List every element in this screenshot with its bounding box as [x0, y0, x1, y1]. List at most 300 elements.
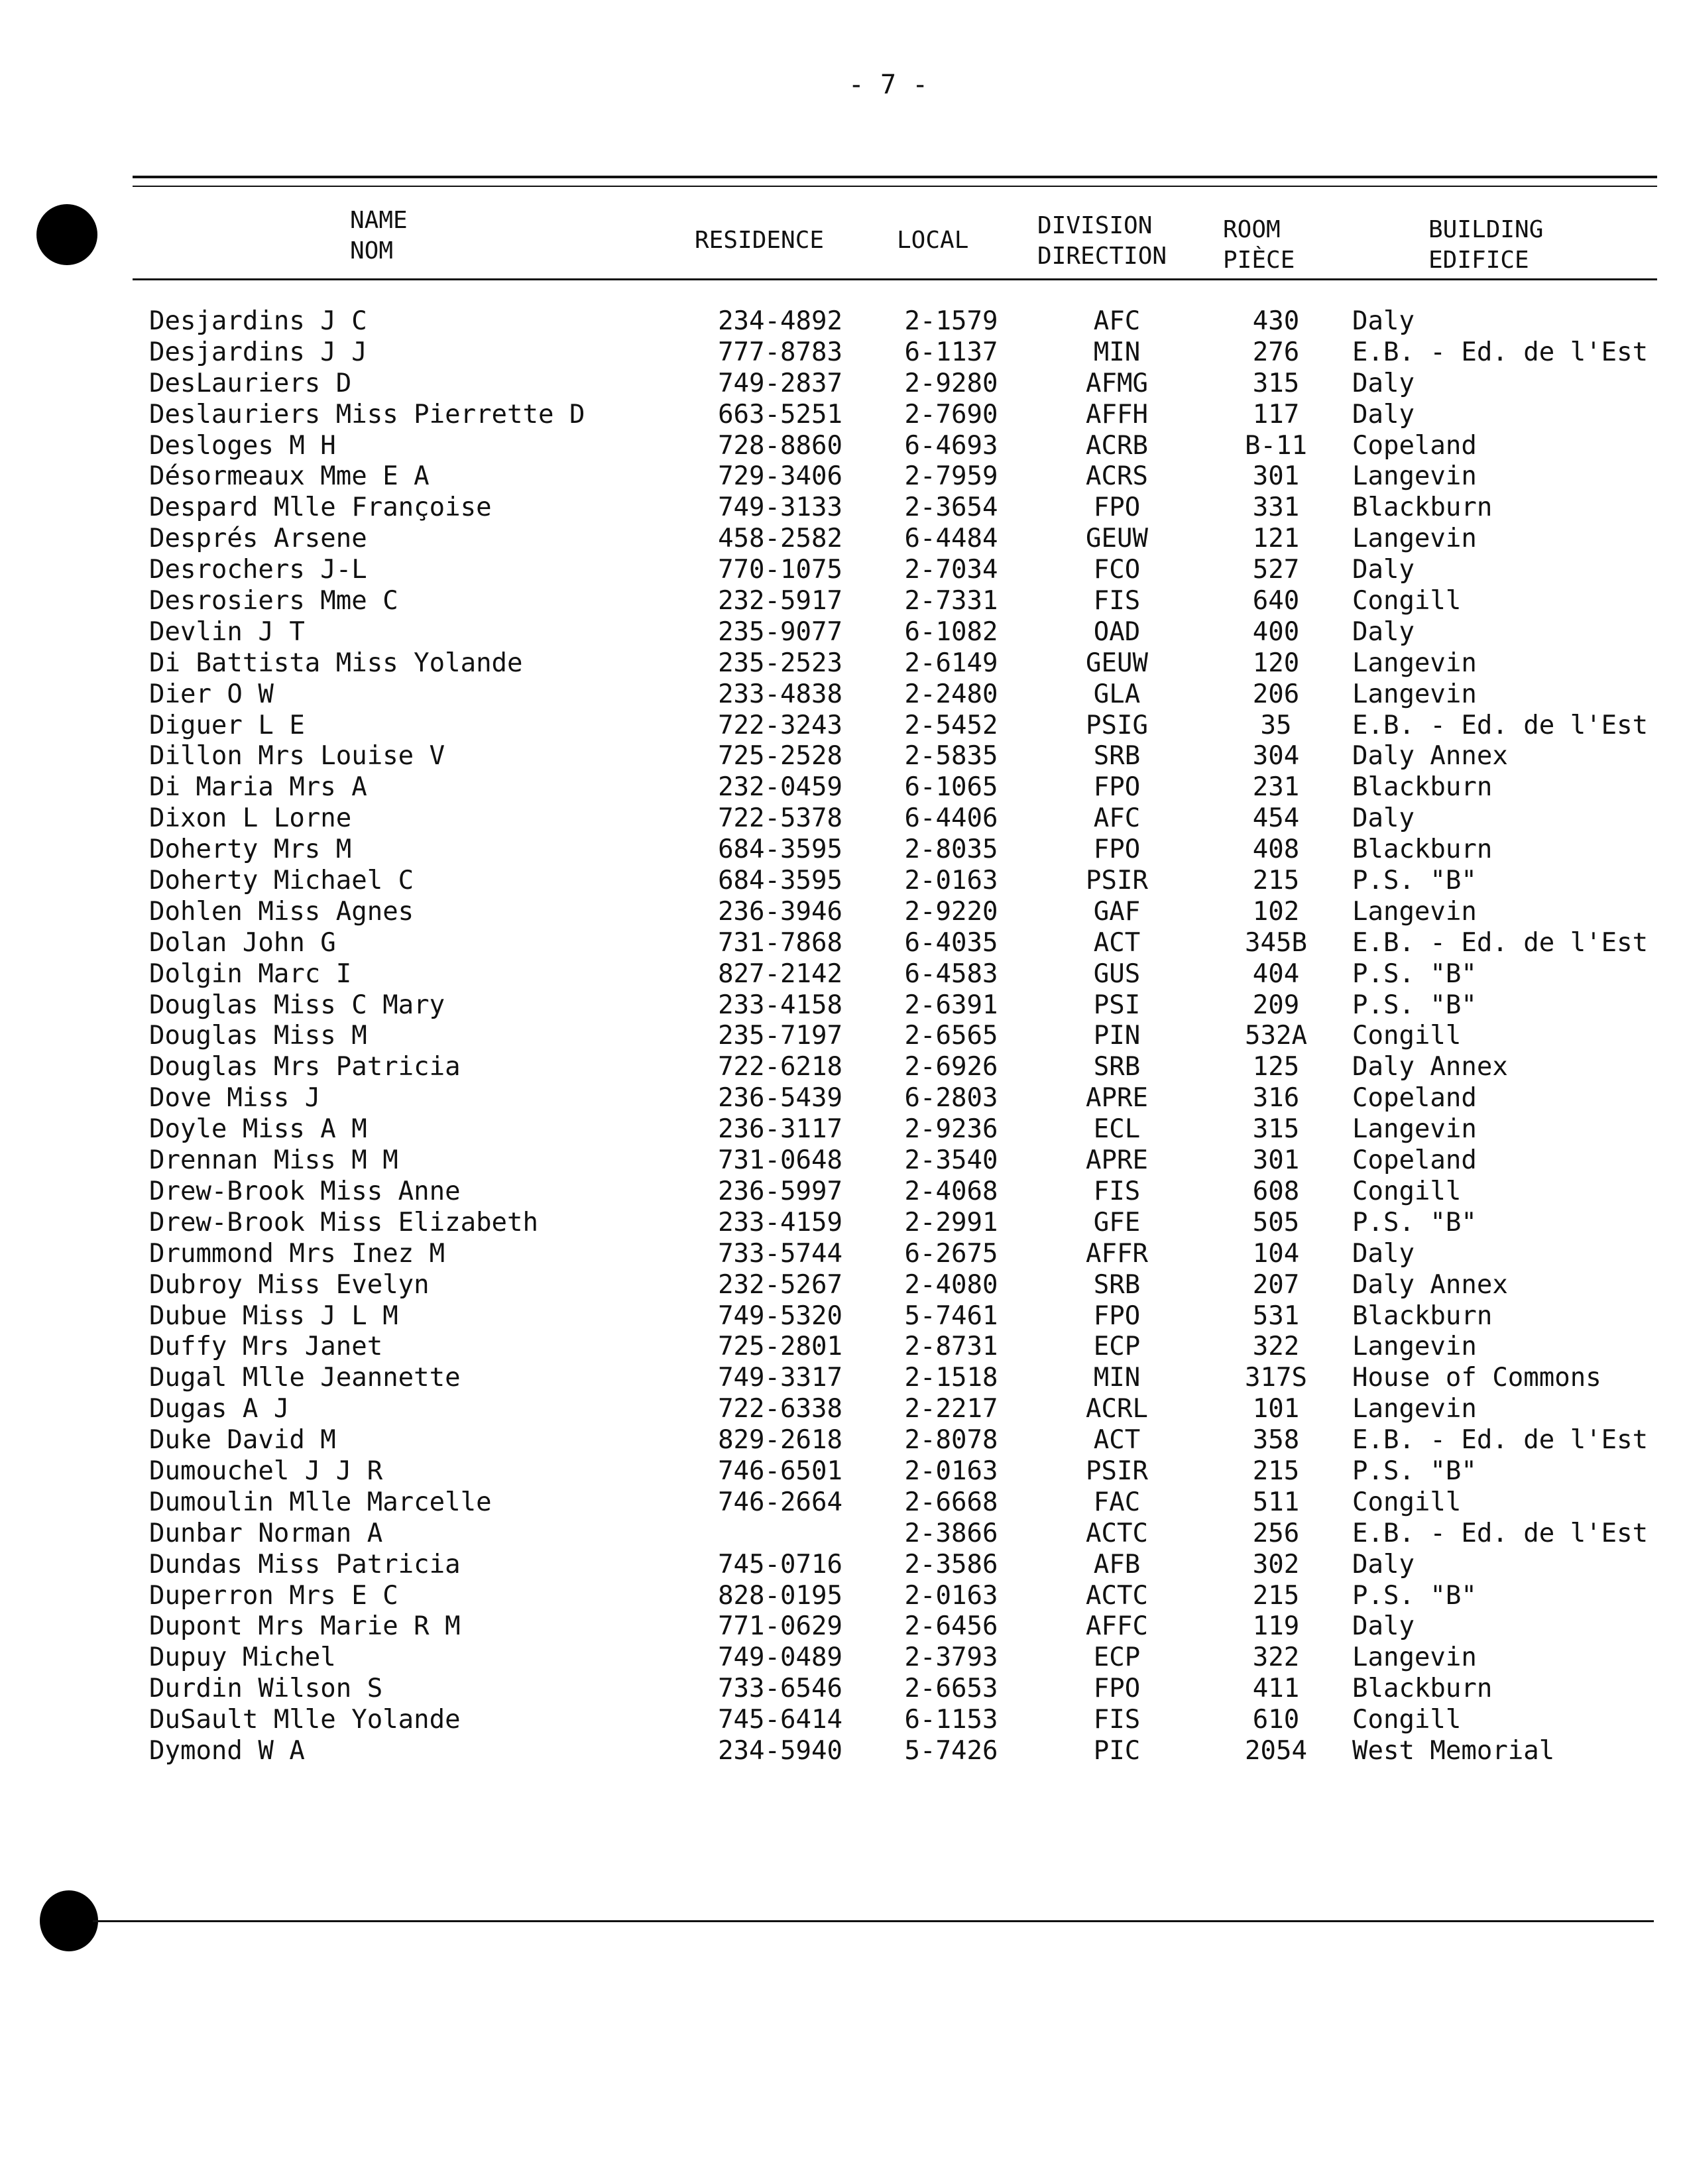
cell-name: Douglas Miss C Mary — [149, 990, 445, 1020]
cell-division: APRE — [1086, 1083, 1148, 1114]
cell-division: PIN — [1093, 1021, 1141, 1051]
cell-room: 304 — [1252, 741, 1300, 772]
cell-name: Dixon L Lorne — [149, 803, 352, 834]
cell-building: P.S. "B" — [1352, 866, 1477, 896]
cell-room: 315 — [1252, 1114, 1300, 1145]
cell-division: FPO — [1093, 1300, 1141, 1331]
table-row — [0, 1332, 1681, 1363]
cell-room: 610 — [1252, 1705, 1300, 1735]
table-row — [0, 834, 1681, 866]
table-row — [0, 648, 1681, 679]
cell-room: 119 — [1252, 1611, 1300, 1642]
cell-room: 35 — [1260, 710, 1292, 740]
cell-room: 215 — [1252, 866, 1300, 896]
cell-local: 2-7034 — [904, 555, 998, 585]
table-row — [0, 711, 1681, 742]
cell-building: E.B. - Ed. de l'Est — [1352, 927, 1649, 958]
cell-building: Blackburn — [1352, 772, 1493, 803]
table-row — [0, 1208, 1681, 1239]
cell-local: 2-6565 — [904, 1021, 998, 1051]
cell-residence: 233-4159 — [718, 1207, 842, 1237]
cell-name: Drew-Brook Miss Anne — [149, 1176, 461, 1206]
cell-room: 608 — [1252, 1176, 1300, 1206]
cell-local: 2-6926 — [904, 1052, 998, 1082]
cell-local: 2-5452 — [904, 710, 998, 740]
cell-residence: 746-6501 — [718, 1456, 842, 1486]
cell-name: Dunbar Norman A — [149, 1518, 383, 1548]
cell-name: Desloges M H — [149, 430, 336, 461]
cell-residence: 722-5378 — [718, 803, 842, 834]
cell-room: 301 — [1252, 1145, 1300, 1176]
cell-local: 2-3793 — [904, 1642, 998, 1673]
table-row — [0, 1550, 1681, 1581]
table-row — [0, 1705, 1681, 1736]
cell-building: Langevin — [1352, 1332, 1477, 1362]
table-row — [0, 959, 1681, 990]
cell-residence: 745-0716 — [718, 1549, 842, 1580]
cell-division: FIS — [1093, 1176, 1141, 1206]
cell-residence: 746-2664 — [718, 1487, 842, 1517]
cell-division: AFFR — [1086, 1238, 1148, 1269]
cell-room: 215 — [1252, 1456, 1300, 1486]
cell-local: 2-2217 — [904, 1394, 998, 1424]
cell-residence: 749-2837 — [718, 368, 842, 398]
table-row — [0, 1581, 1681, 1612]
cell-residence: 722-6338 — [718, 1394, 842, 1424]
cell-local: 2-8078 — [904, 1425, 998, 1456]
cell-room: 102 — [1252, 896, 1300, 927]
cell-name: Dundas Miss Patricia — [149, 1549, 461, 1580]
cell-room: 315 — [1252, 368, 1300, 398]
cell-residence: 829-2618 — [718, 1425, 842, 1456]
cell-name: Deslauriers Miss Pierrette D — [149, 399, 585, 430]
table-row — [0, 492, 1681, 524]
cell-room: 101 — [1252, 1394, 1300, 1424]
cell-name: DesLauriers D — [149, 368, 352, 398]
table-row — [0, 741, 1681, 772]
cell-building: P.S. "B" — [1352, 1456, 1477, 1486]
cell-residence: 749-3317 — [718, 1363, 842, 1393]
directory-table — [0, 306, 1681, 1767]
cell-room: 302 — [1252, 1549, 1300, 1580]
cell-residence: 232-5917 — [718, 586, 842, 616]
cell-building: Blackburn — [1352, 1300, 1493, 1331]
header-room-fr: PIÈCE — [1223, 247, 1295, 274]
cell-room: 125 — [1252, 1052, 1300, 1082]
header-name-en: NAME — [350, 207, 408, 234]
cell-building: House of Commons — [1352, 1363, 1601, 1393]
table-row — [0, 679, 1681, 711]
cell-name: Duke David M — [149, 1425, 336, 1456]
cell-local: 2-0163 — [904, 1580, 998, 1611]
cell-name: Dillon Mrs Louise V — [149, 741, 445, 772]
cell-local: 5-7461 — [904, 1300, 998, 1331]
cell-building: Langevin — [1352, 524, 1477, 554]
cell-name: Dymond W A — [149, 1735, 305, 1766]
cell-residence: 722-6218 — [718, 1052, 842, 1082]
cell-residence: 234-5940 — [718, 1735, 842, 1766]
cell-local: 2-0163 — [904, 1456, 998, 1486]
cell-building: Daly — [1352, 803, 1415, 834]
cell-name: Doyle Miss A M — [149, 1114, 367, 1145]
cell-division: GFE — [1093, 1207, 1141, 1237]
header-residence: RESIDENCE — [695, 227, 825, 254]
page-number: - 7 - — [848, 70, 929, 100]
cell-name: Dumoulin Mlle Marcelle — [149, 1487, 492, 1517]
cell-building: Copeland — [1352, 1145, 1477, 1176]
table-row — [0, 1145, 1681, 1177]
cell-building: Langevin — [1352, 1114, 1477, 1145]
cell-division: SRB — [1093, 1269, 1141, 1300]
cell-room: 640 — [1252, 586, 1300, 616]
cell-local: 2-6149 — [904, 648, 998, 678]
cell-room: 531 — [1252, 1300, 1300, 1331]
table-row — [0, 1270, 1681, 1301]
table-row — [0, 1114, 1681, 1145]
cell-name: Douglas Miss M — [149, 1021, 367, 1051]
cell-division: FIS — [1093, 1705, 1141, 1735]
cell-room: 322 — [1252, 1332, 1300, 1362]
cell-local: 6-4693 — [904, 430, 998, 461]
cell-division: APRE — [1086, 1145, 1148, 1176]
top-rule — [133, 176, 1657, 178]
cell-building: Daly — [1352, 1238, 1415, 1269]
cell-name: Dubue Miss J L M — [149, 1300, 398, 1331]
cell-room: 256 — [1252, 1518, 1300, 1548]
hole-punch-bottom — [40, 1890, 98, 1951]
cell-building: E.B. - Ed. de l'Est — [1352, 337, 1649, 367]
cell-division: FPO — [1093, 492, 1141, 523]
table-row — [0, 337, 1681, 369]
cell-name: Drummond Mrs Inez M — [149, 1238, 445, 1269]
table-row — [0, 1519, 1681, 1550]
cell-division: PSIG — [1086, 710, 1148, 740]
cell-residence: 733-6546 — [718, 1674, 842, 1704]
cell-local: 6-2803 — [904, 1083, 998, 1114]
cell-division: ECL — [1093, 1114, 1141, 1145]
cell-division: PSIR — [1086, 1456, 1148, 1486]
cell-building: Daly — [1352, 306, 1415, 336]
cell-residence: 233-4838 — [718, 679, 842, 709]
table-row — [0, 1611, 1681, 1642]
cell-building: Daly Annex — [1352, 741, 1508, 772]
cell-room: 121 — [1252, 524, 1300, 554]
footer-rule — [93, 1920, 1654, 1922]
cell-local: 2-4068 — [904, 1176, 998, 1206]
cell-residence: 731-0648 — [718, 1145, 842, 1176]
cell-room: 206 — [1252, 679, 1300, 709]
cell-local: 2-6391 — [904, 990, 998, 1020]
cell-room: 207 — [1252, 1269, 1300, 1300]
cell-building: Langevin — [1352, 679, 1477, 709]
cell-name: Desjardins J C — [149, 306, 367, 336]
cell-name: Devlin J T — [149, 616, 305, 647]
cell-division: FIS — [1093, 586, 1141, 616]
cell-local: 2-3654 — [904, 492, 998, 523]
cell-building: Daly Annex — [1352, 1269, 1508, 1300]
cell-residence: 235-7197 — [718, 1021, 842, 1051]
cell-name: Dupont Mrs Marie R M — [149, 1611, 461, 1642]
cell-local: 2-7331 — [904, 586, 998, 616]
cell-division: MIN — [1093, 337, 1141, 367]
cell-division: ACRS — [1086, 461, 1148, 492]
cell-building: Daly — [1352, 368, 1415, 398]
cell-local: 2-3586 — [904, 1549, 998, 1580]
cell-room: 2054 — [1245, 1735, 1307, 1766]
cell-name: Dove Miss J — [149, 1083, 321, 1114]
cell-name: Dupuy Michel — [149, 1642, 336, 1673]
cell-residence: 771-0629 — [718, 1611, 842, 1642]
cell-division: ACT — [1093, 927, 1141, 958]
cell-division: ACTC — [1086, 1580, 1148, 1611]
cell-division: AFFC — [1086, 1611, 1148, 1642]
cell-name: Durdin Wilson S — [149, 1674, 383, 1704]
cell-local: 6-1153 — [904, 1705, 998, 1735]
cell-residence: 235-9077 — [718, 616, 842, 647]
cell-division: FPO — [1093, 772, 1141, 803]
cell-residence: 728-8860 — [718, 430, 842, 461]
cell-residence: 828-0195 — [718, 1580, 842, 1611]
cell-building: Blackburn — [1352, 834, 1493, 865]
cell-division: AFC — [1093, 306, 1141, 336]
header-room — [1223, 215, 1295, 276]
cell-residence: 233-4158 — [718, 990, 842, 1020]
cell-residence: 232-0459 — [718, 772, 842, 803]
cell-room: 276 — [1252, 337, 1300, 367]
cell-room: 527 — [1252, 555, 1300, 585]
cell-local: 2-7690 — [904, 399, 998, 430]
table-row — [0, 400, 1681, 431]
cell-name: Di Maria Mrs A — [149, 772, 367, 803]
cell-residence: 458-2582 — [718, 524, 842, 554]
cell-residence: 236-5997 — [718, 1176, 842, 1206]
table-row — [0, 772, 1681, 803]
cell-division: AFB — [1093, 1549, 1141, 1580]
cell-building: Daly Annex — [1352, 1052, 1508, 1082]
header-building-en: BUILDING — [1428, 216, 1544, 243]
cell-residence: 236-3946 — [718, 896, 842, 927]
cell-name: Drew-Brook Miss Elizabeth — [149, 1207, 538, 1237]
table-row — [0, 1674, 1681, 1705]
cell-room: 505 — [1252, 1207, 1300, 1237]
cell-residence: 745-6414 — [718, 1705, 842, 1735]
cell-room: 120 — [1252, 648, 1300, 678]
cell-building: Langevin — [1352, 461, 1477, 492]
cell-room: 400 — [1252, 616, 1300, 647]
cell-local: 6-2675 — [904, 1238, 998, 1269]
cell-division: OAD — [1093, 616, 1141, 647]
cell-residence: 234-4892 — [718, 306, 842, 336]
header-room-en: ROOM — [1223, 216, 1281, 243]
cell-building: Congill — [1352, 1705, 1462, 1735]
cell-name: Duperron Mrs E C — [149, 1580, 398, 1611]
cell-building: Daly — [1352, 555, 1415, 585]
table-row — [0, 617, 1681, 648]
cell-local: 2-8731 — [904, 1332, 998, 1362]
cell-room: 430 — [1252, 306, 1300, 336]
cell-name: Dier O W — [149, 679, 274, 709]
cell-local: 2-1518 — [904, 1363, 998, 1393]
cell-local: 2-4080 — [904, 1269, 998, 1300]
cell-room: 104 — [1252, 1238, 1300, 1269]
table-row — [0, 461, 1681, 492]
cell-room: 532A — [1245, 1021, 1307, 1051]
cell-building: E.B. - Ed. de l'Est — [1352, 1425, 1649, 1456]
cell-local: 2-2991 — [904, 1207, 998, 1237]
cell-residence: 232-5267 — [718, 1269, 842, 1300]
cell-room: 209 — [1252, 990, 1300, 1020]
cell-division: ACT — [1093, 1425, 1141, 1456]
cell-local: 2-5835 — [904, 741, 998, 772]
cell-division: ACRL — [1086, 1394, 1148, 1424]
cell-building: Copeland — [1352, 1083, 1477, 1114]
cell-building: P.S. "B" — [1352, 1580, 1477, 1611]
cell-residence: 770-1075 — [718, 555, 842, 585]
cell-division: PSI — [1093, 990, 1141, 1020]
table-row — [0, 1301, 1681, 1332]
cell-building: Congill — [1352, 586, 1462, 616]
cell-name: Doherty Michael C — [149, 866, 414, 896]
cell-local: 6-1137 — [904, 337, 998, 367]
cell-room: 322 — [1252, 1642, 1300, 1673]
cell-division: ACRB — [1086, 430, 1148, 461]
cell-name: DuSault Mlle Yolande — [149, 1705, 461, 1735]
cell-building: P.S. "B" — [1352, 990, 1477, 1020]
table-row — [0, 990, 1681, 1021]
cell-room: 317S — [1245, 1363, 1307, 1393]
cell-room: 316 — [1252, 1083, 1300, 1114]
table-row — [0, 897, 1681, 928]
cell-room: 358 — [1252, 1425, 1300, 1456]
cell-division: FPO — [1093, 1674, 1141, 1704]
header-rule — [133, 278, 1657, 280]
cell-building: Copeland — [1352, 430, 1477, 461]
table-row — [0, 803, 1681, 834]
cell-division: FAC — [1093, 1487, 1141, 1517]
cell-residence: 663-5251 — [718, 399, 842, 430]
cell-name: Duffy Mrs Janet — [149, 1332, 383, 1362]
cell-local: 2-2480 — [904, 679, 998, 709]
cell-residence: 733-5744 — [718, 1238, 842, 1269]
cell-local: 2-3540 — [904, 1145, 998, 1176]
cell-division: PIC — [1093, 1735, 1141, 1766]
cell-division: MIN — [1093, 1363, 1141, 1393]
cell-division: GLA — [1093, 679, 1141, 709]
cell-local: 6-4583 — [904, 958, 998, 989]
cell-name: Dumouchel J J R — [149, 1456, 383, 1486]
cell-building: Langevin — [1352, 1642, 1477, 1673]
cell-name: Douglas Mrs Patricia — [149, 1052, 461, 1082]
cell-local: 6-4035 — [904, 927, 998, 958]
cell-division: GEUW — [1086, 648, 1148, 678]
cell-room: 454 — [1252, 803, 1300, 834]
cell-room: 511 — [1252, 1487, 1300, 1517]
cell-name: Doherty Mrs M — [149, 834, 352, 865]
cell-building: Langevin — [1352, 1394, 1477, 1424]
cell-local: 2-9236 — [904, 1114, 998, 1145]
cell-local: 2-6668 — [904, 1487, 998, 1517]
cell-residence: 725-2801 — [718, 1332, 842, 1362]
header-division-fr: DIRECTION — [1037, 243, 1167, 270]
cell-room: 331 — [1252, 492, 1300, 523]
cell-building: Congill — [1352, 1176, 1462, 1206]
cell-residence: 749-5320 — [718, 1300, 842, 1331]
table-row — [0, 1021, 1681, 1052]
table-row — [0, 1363, 1681, 1394]
table-row — [0, 1736, 1681, 1767]
cell-division: PSIR — [1086, 866, 1148, 896]
top-rule-thin — [133, 186, 1657, 187]
table-row — [0, 1177, 1681, 1208]
cell-name: Després Arsene — [149, 524, 367, 554]
cell-local: 2-1579 — [904, 306, 998, 336]
cell-room: 301 — [1252, 461, 1300, 492]
cell-name: Dolan John G — [149, 927, 336, 958]
table-row — [0, 866, 1681, 897]
cell-division: ECP — [1093, 1642, 1141, 1673]
cell-residence: 731-7868 — [718, 927, 842, 958]
cell-local: 2-9280 — [904, 368, 998, 398]
table-row — [0, 306, 1681, 337]
cell-residence: 684-3595 — [718, 834, 842, 865]
cell-room: B-11 — [1245, 430, 1307, 461]
cell-name: Dolgin Marc I — [149, 958, 352, 989]
table-row — [0, 555, 1681, 586]
cell-building: E.B. - Ed. de l'Est — [1352, 1518, 1649, 1548]
cell-room: 408 — [1252, 834, 1300, 865]
cell-local: 6-1065 — [904, 772, 998, 803]
cell-name: Désormeaux Mme E A — [149, 461, 430, 492]
cell-division: FPO — [1093, 834, 1141, 865]
cell-name: Dohlen Miss Agnes — [149, 896, 414, 927]
cell-division: FCO — [1093, 555, 1141, 585]
cell-residence: 684-3595 — [718, 866, 842, 896]
table-row — [0, 1239, 1681, 1270]
cell-local: 2-9220 — [904, 896, 998, 927]
cell-building: Daly — [1352, 1549, 1415, 1580]
table-row — [0, 928, 1681, 959]
table-row — [0, 1394, 1681, 1425]
cell-local: 6-1082 — [904, 616, 998, 647]
cell-residence: 777-8783 — [718, 337, 842, 367]
cell-name: Dubroy Miss Evelyn — [149, 1269, 430, 1300]
cell-room: 117 — [1252, 399, 1300, 430]
cell-name: Desrochers J-L — [149, 555, 367, 585]
cell-residence: 236-5439 — [718, 1083, 842, 1114]
table-row — [0, 524, 1681, 555]
cell-building: P.S. "B" — [1352, 1207, 1477, 1237]
table-row — [0, 1083, 1681, 1114]
header-building-fr: EDIFICE — [1428, 247, 1529, 274]
cell-name: Desjardins J J — [149, 337, 367, 367]
table-row — [0, 369, 1681, 400]
header-division — [1037, 211, 1167, 272]
cell-building: Langevin — [1352, 648, 1477, 678]
cell-division: GAF — [1093, 896, 1141, 927]
cell-room: 404 — [1252, 958, 1300, 989]
cell-division: AFFH — [1086, 399, 1148, 430]
header-local: LOCAL — [897, 227, 969, 254]
cell-residence: 827-2142 — [718, 958, 842, 989]
cell-name: Diguer L E — [149, 710, 305, 740]
cell-name: Dugas A J — [149, 1394, 290, 1424]
cell-division: ECP — [1093, 1332, 1141, 1362]
header-name — [350, 205, 408, 266]
table-row — [0, 431, 1681, 462]
cell-room: 231 — [1252, 772, 1300, 803]
header-name-fr: NOM — [350, 237, 394, 264]
cell-division: AFC — [1093, 803, 1141, 834]
